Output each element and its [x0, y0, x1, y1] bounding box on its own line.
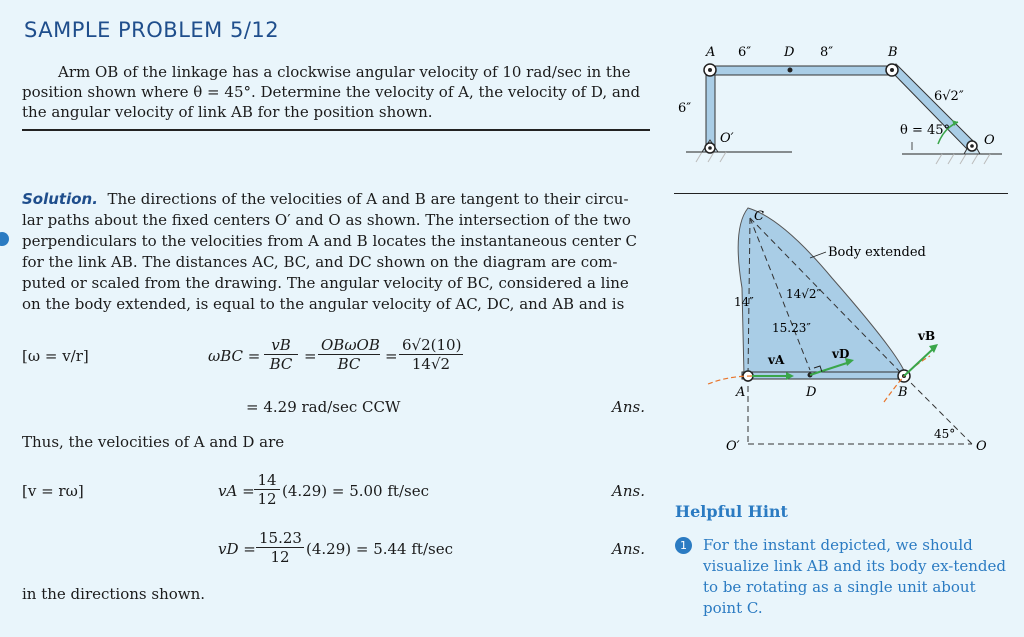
fraction-vd — [256, 529, 304, 566]
label-vb: vB — [918, 329, 936, 343]
omega-rule: [ω = v/r] — [22, 347, 89, 365]
fraction-denominator: 12 — [270, 548, 290, 566]
label-b: B — [898, 385, 908, 400]
thus-line: Thus, the velocities of A and D are — [22, 433, 285, 451]
equals-sign: = — [385, 347, 398, 365]
dim-14: 14″ — [734, 295, 754, 309]
problem-line-2: position shown where θ = 45°. Determine the velocity of A, the velocity of D, and — [22, 83, 641, 101]
link-oprime-a — [706, 70, 715, 150]
vd-rhs: (4.29) = 5.44 ft/sec — [306, 540, 453, 558]
solution-line-6: on the body extended, is equal to the angular velocity of AC, DC, and AB and is — [22, 295, 625, 313]
equals-sign: = — [304, 347, 317, 365]
dim-1523: 15.23″ — [772, 321, 811, 335]
fraction-va — [254, 471, 280, 508]
label-vd: vD — [832, 347, 850, 361]
instant-center-diagram — [672, 198, 1008, 498]
fraction-numerator: 14 — [254, 471, 280, 490]
problem-line-3: the angular velocity of link AB for the position shown. — [22, 103, 433, 121]
label-oprime: O′ — [726, 439, 740, 454]
dim-ad: 6″ — [738, 45, 752, 60]
label-a: A — [706, 45, 716, 60]
figure-divider — [674, 193, 1008, 194]
point-d-icon — [788, 68, 793, 73]
answer-tag: Ans. — [612, 540, 645, 558]
fraction-vb-bc — [264, 336, 298, 373]
hint-marker-icon — [0, 232, 9, 246]
dim-db: 8″ — [820, 45, 834, 60]
label-d: D — [784, 45, 795, 60]
linkage-diagram — [672, 40, 1008, 190]
fraction-denominator: 12 — [257, 490, 277, 508]
link-ab — [710, 66, 892, 75]
label-d: D — [806, 385, 817, 400]
va-rhs: (4.29) = 5.00 ft/sec — [282, 482, 429, 500]
label-va: vA — [768, 353, 785, 367]
velocity-b-arrow-icon — [904, 348, 934, 376]
hint-title: Helpful Hint — [675, 502, 788, 521]
hint-number-badge: 1 — [675, 537, 692, 554]
dim-vertical: 6″ — [678, 101, 692, 116]
theta-label: θ = 45° — [900, 123, 951, 138]
fraction-denominator: BC — [337, 355, 361, 373]
label-o: O — [976, 439, 987, 454]
hint-text: For the instant depicted, we should visualize link AB and its body ex-tended to be rotating as a single unit about point C. — [703, 536, 1006, 617]
label-o: O — [984, 133, 995, 148]
solution-line-3: perpendiculars to the velocities from A and B locates the instantaneous center C — [22, 232, 638, 250]
solution-line-5: puted or scaled from the drawing. The angular velocity of BC, considered a line — [22, 274, 629, 292]
v-rule: [v = rω] — [22, 482, 84, 500]
solution-line-4: for the link AB. The distances AC, BC, and DC shown on the diagram are com- — [22, 253, 618, 271]
vd-lhs: vD = — [218, 540, 256, 558]
solution-line-2: lar paths about the fixed centers O′ and O as shown. The intersection of the two — [22, 211, 631, 229]
label-a: A — [736, 385, 746, 400]
dim-14r2: 14√2″ — [786, 287, 822, 301]
label-oprime: O′ — [720, 131, 734, 146]
page-title: SAMPLE PROBLEM 5/12 — [24, 18, 280, 42]
omega-lhs: ωBC = — [208, 347, 261, 365]
problem-line-1: Arm OB of the linkage has a clockwise angular velocity of 10 rad/sec in the — [58, 63, 631, 81]
fraction-denominator: BC — [269, 355, 293, 373]
angle-label: 45° — [934, 427, 956, 441]
solution-text-1: The directions of the velocities of A and B are tangent to their circu- — [107, 190, 629, 208]
answer-tag: Ans. — [612, 482, 645, 500]
answer-tag: Ans. — [612, 398, 645, 416]
fraction-denominator: 14√2 — [411, 355, 451, 373]
label-c: C — [754, 209, 764, 224]
omega-result: = 4.29 rad/sec CCW — [246, 398, 401, 416]
fraction-numerator: vB — [264, 336, 298, 355]
closing-line: in the directions shown. — [22, 585, 206, 603]
va-lhs: vA = — [218, 482, 255, 500]
body-extended-label: Body extended — [828, 245, 926, 260]
fraction-numeric — [399, 336, 463, 373]
fraction-numerator: 6√2(10) — [399, 336, 463, 355]
label-b: B — [888, 45, 898, 60]
fraction-numerator: 15.23 — [256, 529, 304, 548]
solution-line-1 — [22, 189, 629, 209]
dim-ob: 6√2″ — [934, 89, 964, 104]
fraction-numerator: OBωOB — [318, 336, 380, 355]
solution-label: Solution. — [22, 190, 98, 208]
problem-divider — [22, 129, 650, 131]
fraction-ob-omega — [318, 336, 380, 373]
